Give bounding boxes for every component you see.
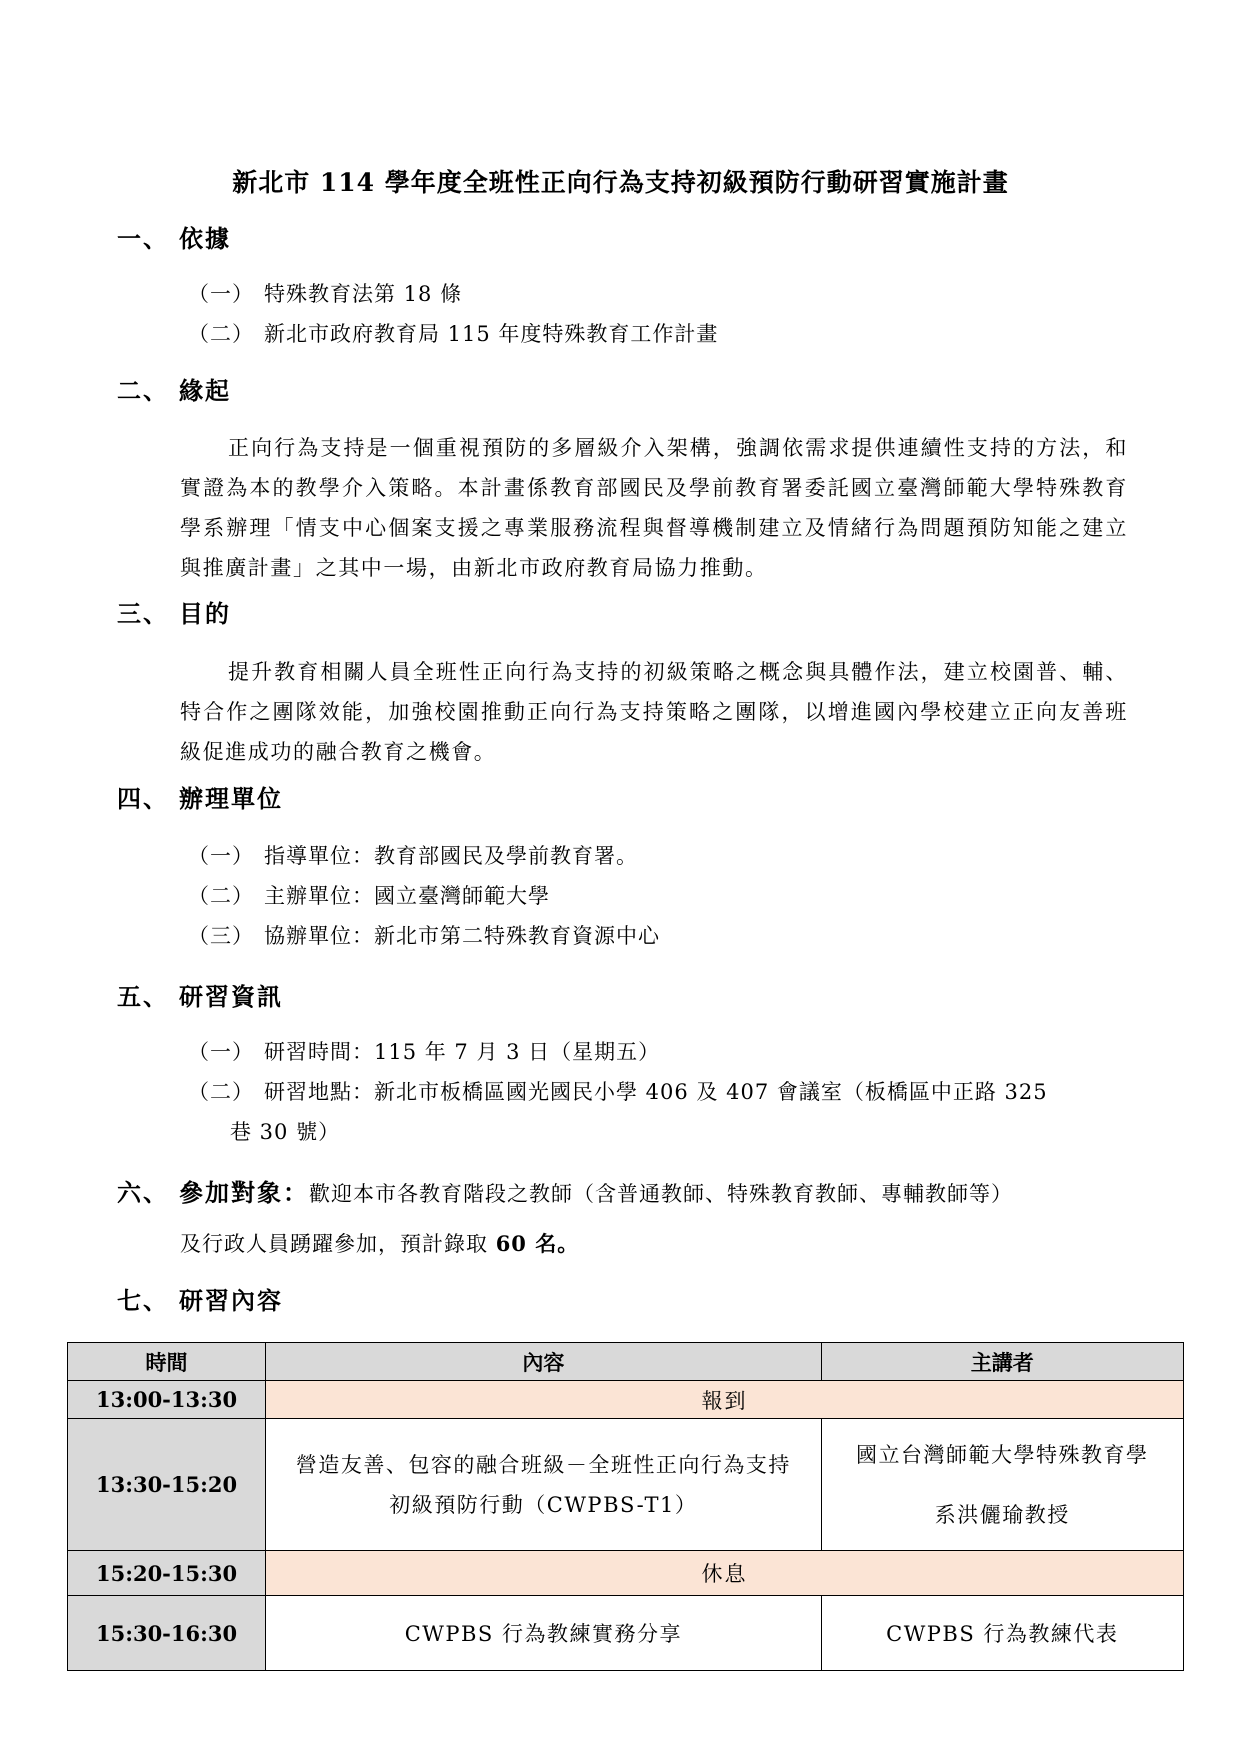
time-cell: 13:00-13:30 [68,1381,266,1419]
section-number: 四、 [117,784,169,813]
list-item [188,1076,1048,1108]
table-row [68,1419,1184,1551]
section-title: 研習內容 [179,1286,283,1315]
section-title: 緣起 [179,376,231,405]
section-number: 一、 [117,224,169,253]
speaker-line: 國立台灣師範大學特殊教育學 [856,1442,1149,1467]
table-row [68,1551,1184,1596]
content-cell [266,1419,821,1551]
section-title: 依據 [179,224,231,253]
section-1-heading [117,222,231,256]
schedule-table [67,1342,1184,1671]
item-number: （二） [188,884,254,908]
time-cell: 15:20-15:30 [68,1551,266,1596]
span-cell: 報到 [266,1381,1184,1419]
content-line: 營造友善、包容的融合班級－全班性正向行為支持 [295,1452,791,1477]
section-7-heading [117,1284,283,1318]
list-item [188,318,718,350]
section-6-heading [117,1176,1013,1211]
time-cell: 13:30-15:20 [68,1419,266,1551]
item-number: （一） [188,1040,254,1064]
participant-count: 60 名。 [495,1231,580,1256]
table-header-row [68,1343,1184,1381]
section-6-text: 及行政人員踴躍參加，預計錄取 [180,1232,496,1256]
section-number: 六、 [117,1178,169,1207]
item-text: 研習地點：新北市板橋區國光國民小學 406 及 407 會議室（板橋區中正路 325 [264,1080,1048,1104]
table-row [68,1596,1184,1671]
section-5-heading [117,980,283,1014]
item-text: 主辦單位：國立臺灣師範大學 [264,884,550,908]
section-number: 三、 [117,599,169,628]
section-3-heading [117,597,231,631]
content-line: 初級預防行動（CWPBS-T1） [389,1492,698,1517]
document-title: 新北市 114 學年度全班性正向行為支持初級預防行動研習實施計畫 [232,168,1009,197]
section-number: 七、 [117,1286,169,1315]
section-title: 研習資訊 [179,982,283,1011]
item-number: （二） [188,322,254,346]
column-header: 時間 [68,1343,266,1381]
column-header: 主講者 [821,1343,1183,1381]
section-2-heading [117,374,231,408]
speaker-cell [821,1419,1183,1551]
section-2-paragraph: 正向行為支持是一個重視預防的多層級介入架構，強調依需求提供連續性支持的方法，和實證為本的教學介入策略。本計畫係教育部國民及學前教育署委託國立臺灣師範大學特殊教育學系辦理「情支中心個案支援之專業服務流程與督導機制建立及情緒行為問題預防知能之建立與推廣計畫」之其中一場，由新北市政府教育局協力推動。 [180,436,1128,580]
section-title: 辦理單位 [179,784,283,813]
list-item [188,1036,660,1068]
item-number: （三） [188,924,254,948]
section-title: 目的 [179,599,231,628]
span-cell: 休息 [266,1551,1184,1596]
item-number: （一） [188,844,254,868]
time-cell: 15:30-16:30 [68,1596,266,1671]
section-number: 五、 [117,982,169,1011]
speaker-line: 系洪儷瑜教授 [934,1502,1070,1527]
section-6-text: 歡迎本市各教育階段之教師（含普通教師、特殊教育教師、專輔教師等） [309,1182,1013,1206]
column-header: 內容 [266,1343,821,1381]
section-number: 二、 [117,376,169,405]
section-3-paragraph: 提升教育相關人員全班性正向行為支持的初級策略之概念與具體作法，建立校園普、輔、特合作之團隊效能，加強校園推動正向行為支持策略之團隊，以增進國內學校建立正向友善班級促進成功的融合教育之機會。 [180,660,1128,764]
list-item [188,920,660,952]
list-item-continuation: 巷 30 號） [230,1120,341,1144]
list-item [188,840,638,872]
list-item [188,278,462,310]
item-text: 指導單位：教育部國民及學前教育署。 [264,844,638,868]
section-4-heading [117,782,283,816]
section-title: 參加對象： [179,1178,309,1207]
item-number: （二） [188,1080,254,1104]
item-text: 研習時間：115 年 7 月 3 日（星期五） [264,1040,661,1064]
section-6-continuation [180,1228,579,1260]
item-text: 新北市政府教育局 115 年度特殊教育工作計畫 [264,322,719,346]
speaker-cell: CWPBS 行為教練代表 [821,1596,1183,1671]
list-item [188,880,550,912]
table-row [68,1381,1184,1419]
content-cell: CWPBS 行為教練實務分享 [266,1596,821,1671]
item-text: 協辦單位：新北市第二特殊教育資源中心 [264,924,660,948]
item-number: （一） [188,282,254,306]
item-text: 特殊教育法第 18 條 [264,282,463,306]
